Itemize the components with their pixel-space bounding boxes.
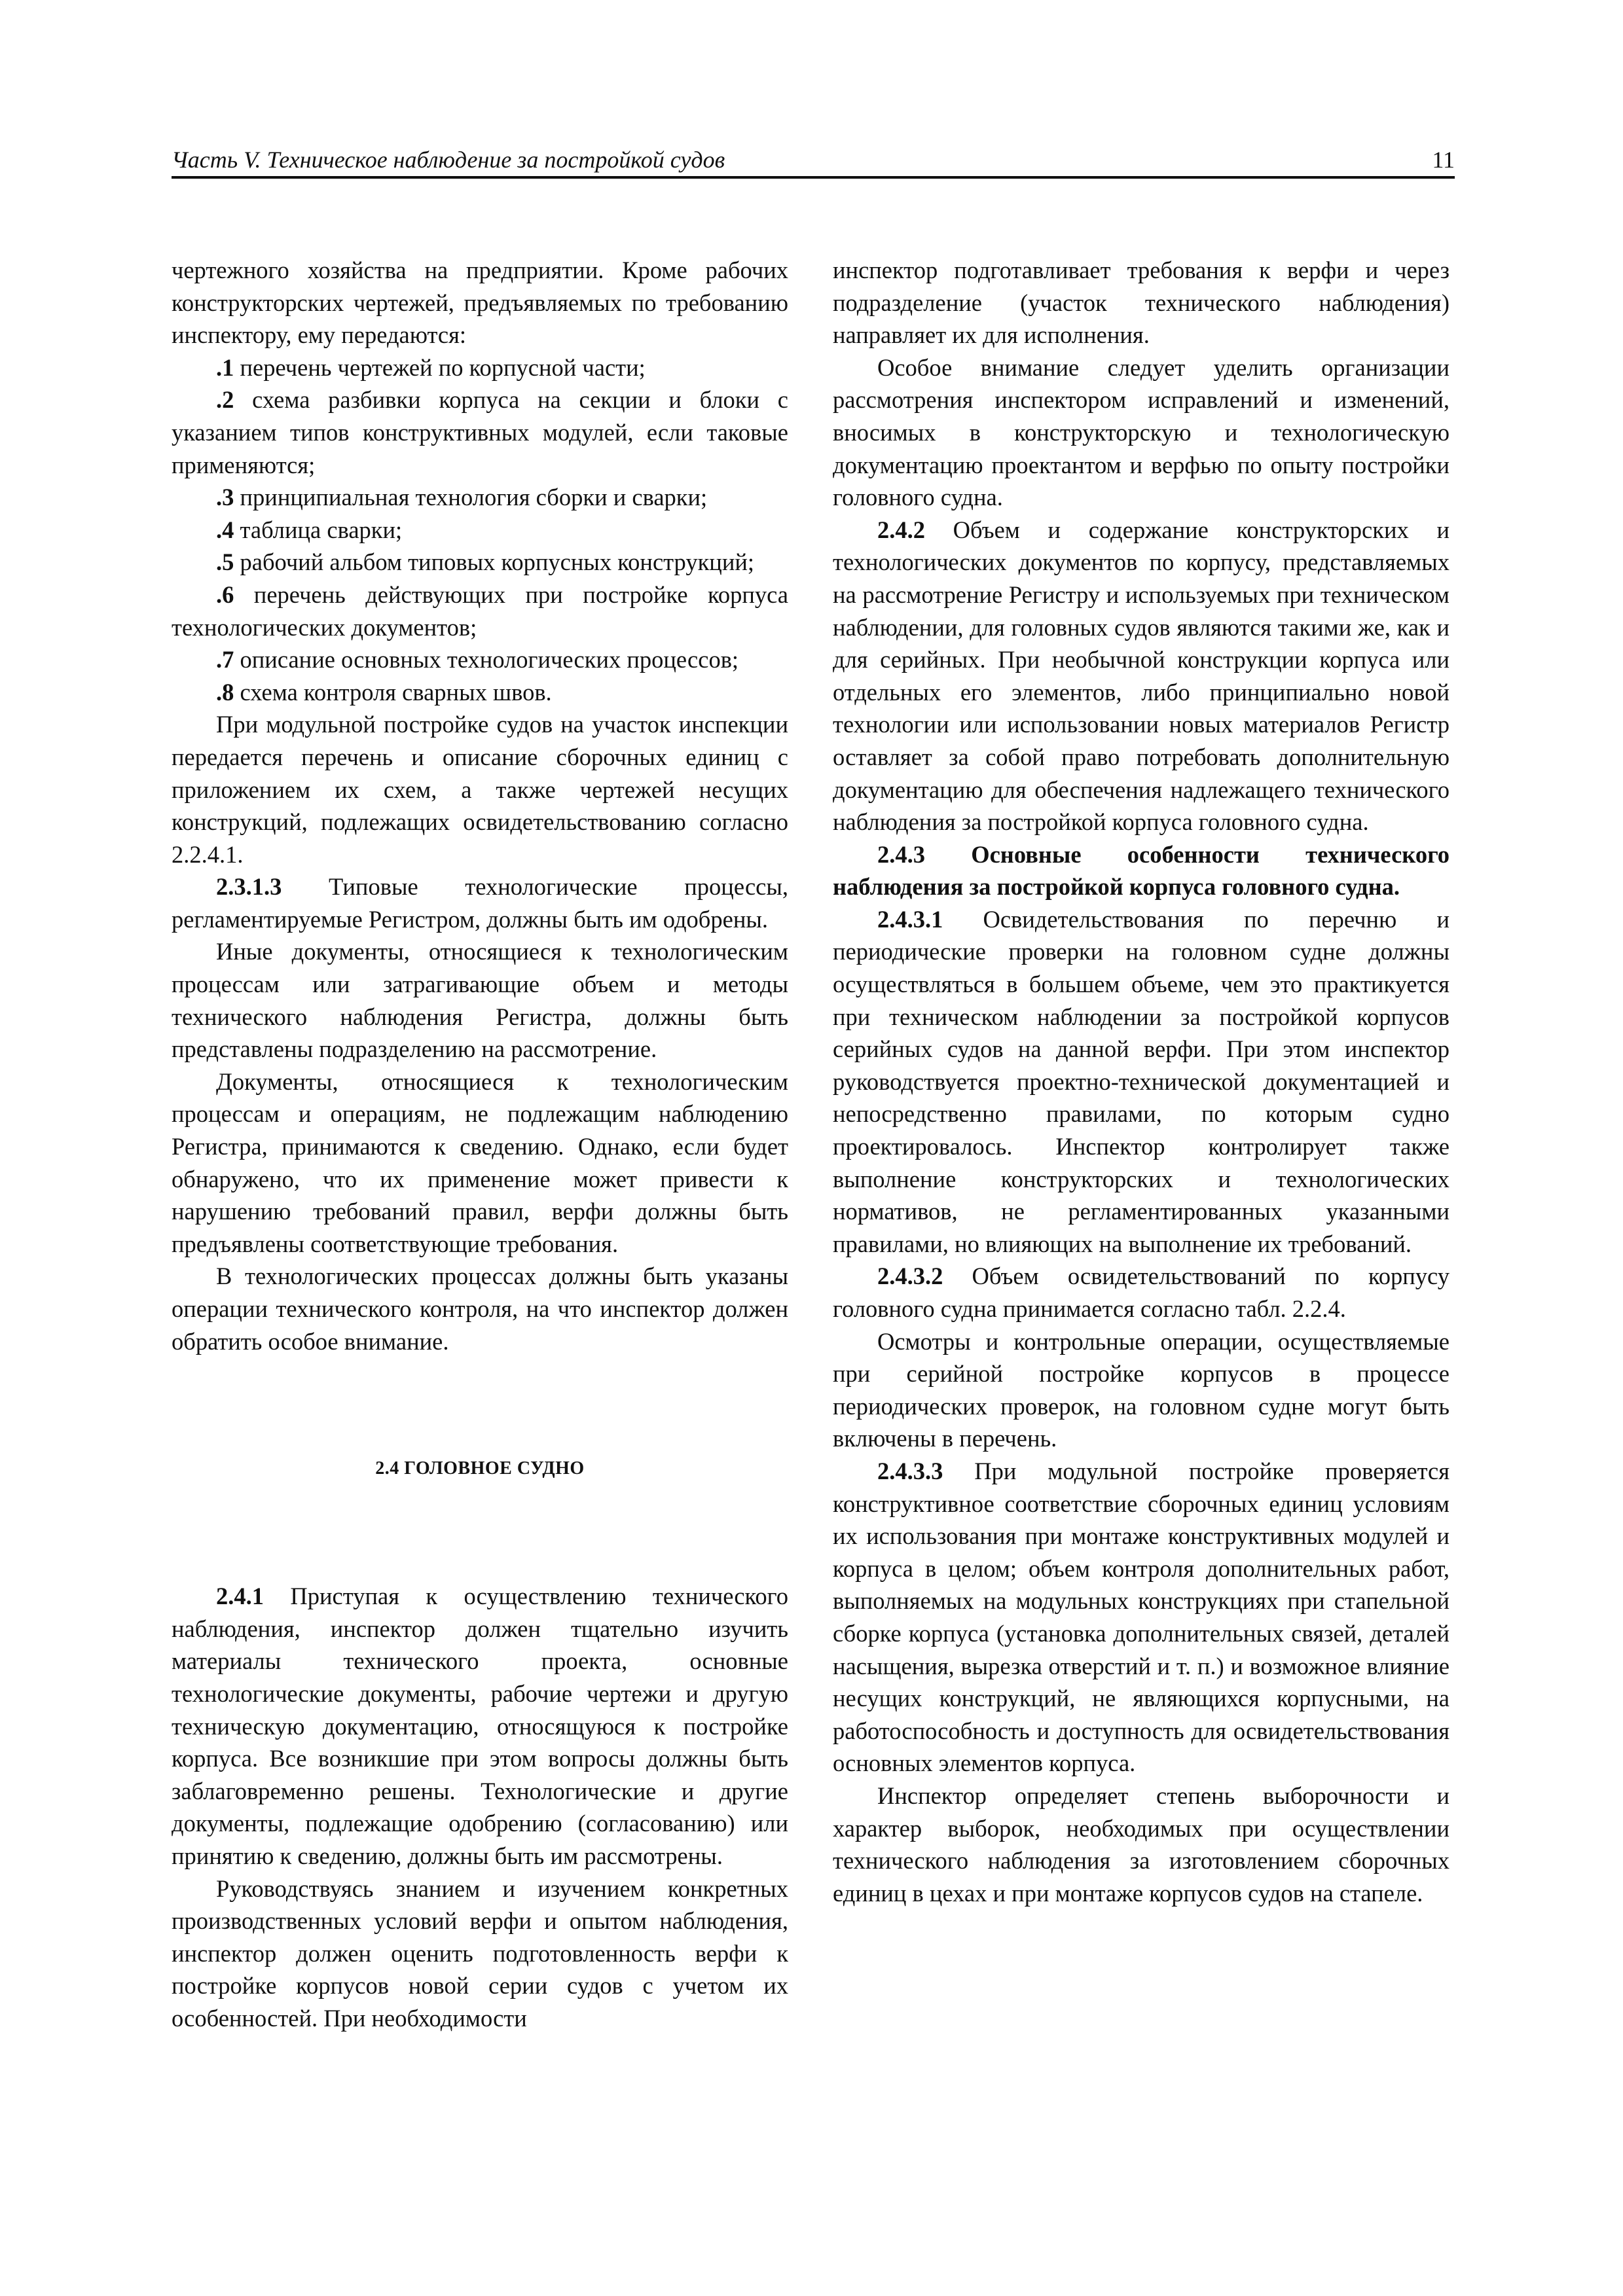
paragraph: чертежного хозяйства на предприятии. Кроме рабочих конструкторских чертежей, предъявляемых по требованию инспектору, ему передаются:	[172, 257, 788, 349]
paragraph: Руководствуясь знанием и изучением конкретных производственных условий верфи и опытом наблюдения, инспектор должен оценить подготовленность верфи к постройке корпусов новой серии судов с учетом их особенностей. При необходимости	[172, 1874, 788, 2032]
list-item	[172, 643, 788, 676]
subsection-heading: 2.4.3 Основные особенности технического наблюдения за постройкой корпуса головного судна.	[833, 840, 1450, 901]
paragraph	[833, 514, 1450, 838]
list-item	[172, 579, 788, 643]
clause-number: 2.4.3.2	[877, 1263, 943, 1290]
clause-text: Типовые технологические процессы, регламентируемые Регистром, должны быть им одобрены.	[172, 873, 788, 933]
clause-number: 2.3.1.3	[216, 873, 282, 901]
list-number: .5	[216, 548, 234, 576]
header-rule	[172, 176, 1455, 179]
list-item	[172, 351, 788, 384]
paragraph	[172, 870, 788, 935]
running-header-title: Часть V. Техническое наблюдение за постройкой судов	[172, 147, 725, 173]
list-text: описание основных технологических процессов;	[234, 646, 739, 673]
right-column	[833, 254, 1450, 1909]
list-text: перечень действующих при постройке корпуса технологических документов;	[172, 581, 788, 641]
clause-number: 2.4.1	[216, 1583, 264, 1610]
paragraph: В технологических процессах должны быть указаны операции технического контроля, на что инспектор должен обратить особое внимание.	[172, 1263, 788, 1355]
list-number: .2	[216, 386, 234, 414]
clause-text: Приступая к осуществлению технического наблюдения, инспектор должен тщательно изучить материалы технического проекта, основные технологические документы, рабочие чертежи и другую техническую документацию, относящуюся к постройке корпуса. Все возникшие при этом вопросы должны быть заблаговременно решены. Технологические и другие документы, подлежащие одобрению (согласованию) или принятию к сведению, должны быть им рассмотрены.	[172, 1583, 788, 1869]
clause-text: Объем освидетельствований по корпусу головного судна принимается согласно табл. 2.2.4.	[833, 1263, 1450, 1322]
paragraph	[833, 1260, 1450, 1325]
list-text: перечень чертежей по корпусной части;	[234, 353, 646, 381]
left-column	[172, 254, 788, 2035]
list-item	[172, 546, 788, 579]
clause-number: 2.4.3.3	[877, 1457, 943, 1484]
paragraph: Документы, относящиеся к технологическим процессам и операциям, не подлежащим наблюдению Регистра, принимаются к сведению. Однако, если будет обнаружено, что их применение может привести к нарушению требований правил, верфи должны быть предъявлены соответствующие требования.	[172, 1067, 788, 1257]
list-item	[172, 514, 788, 547]
list-text: схема разбивки корпуса на секции и блоки с указанием типов конструктивных модулей, если таковые применяются;	[172, 386, 788, 478]
running-header	[172, 145, 1455, 179]
list-text: таблица сварки;	[234, 516, 403, 543]
clause-text: Освидетельствования по перечню и периодические проверки на головном судне должны осуществляться в большем объеме, чем это практикуется при техническом наблюдении за постройкой корпусов серийных судов на данной верфи. При этом инспектор руководствуется проектно-технической документацией и непосредственно правилами, по которым судно проектировалось. Инспектор контролирует также выполнение конструкторских и технологических нормативов, не регламентированных указанными правилами, но влияющих на выполнение их требований.	[833, 905, 1450, 1257]
list-item	[172, 676, 788, 709]
list-item	[172, 384, 788, 481]
list-number: .3	[216, 484, 234, 511]
list-text: принципиальная технология сборки и сварки;	[234, 484, 708, 511]
paragraph: Инспектор определяет степень выборочности и характер выборок, необходимых при осуществлении технического наблюдения за изготовлением сборочных единиц в цехах и при монтаже корпусов судов на стапеле.	[833, 1782, 1450, 1907]
list-number: .4	[216, 516, 234, 543]
clause-number: 2.4.2	[877, 516, 925, 543]
page-number: 11	[1432, 147, 1455, 173]
paragraph	[833, 1455, 1450, 1780]
paragraph: Иные документы, относящиеся к технологическим процессам или затрагивающие объем и методы технического наблюдения Регистра, должны быть представлены подразделению на рассмотрение.	[172, 938, 788, 1063]
paragraph: инспектор подготавливает требования к верфи и через подразделение (участок технического наблюдения) направляет их для исполнения.	[833, 257, 1450, 349]
clause-text: Объем и содержание конструкторских и технологических документов по корпусу, представляемых на рассмотрение Регистру и используемых при техническом наблюдении, для головных судов являются такими же, как и для серийных. При необычной конструкции корпуса или отдельных его элементов, либо принципиально новой технологии или использовании новых материалов Регистр оставляет за собой право потребовать дополнительную документацию для обеспечения надлежащего технического наблюдения за постройкой корпуса головного судна.	[833, 516, 1450, 836]
list-number: .6	[216, 581, 234, 608]
list-item	[172, 481, 788, 514]
clause-number: 2.4.3.1	[877, 905, 943, 933]
paragraph	[172, 1580, 788, 1872]
paragraph: При модульной постройке судов на участок инспекции передается перечень и описание сборочных единиц с приложением их схем, а также чертежей несущих конструкций, подлежащих освидетельствованию согласно 2.2.4.1.	[172, 711, 788, 868]
list-text: схема контроля сварных швов.	[234, 678, 552, 706]
list-text: рабочий альбом типовых корпусных конструкций;	[234, 548, 755, 576]
paragraph	[833, 903, 1450, 1261]
list-number: .8	[216, 678, 234, 706]
section-heading: 2.4 ГОЛОВНОЕ СУДНО	[375, 1458, 585, 1479]
paragraph: Особое внимание следует уделить организации рассмотрения инспектором исправлений и изменений, вносимых в конструкторскую и технологическую документацию проектантом и верфью по опыту постройки головного судна.	[833, 353, 1450, 511]
clause-text: При модульной постройке проверяется конструктивное соответствие сборочных единиц условиям их использования при монтаже конструктивных модулей и корпуса в целом; объем контроля дополнительных работ, выполняемых на модульных конструкциях при стапельной сборке корпуса (установка дополнительных связей, деталей насыщения, вырезка отверстий и т. п.) и возможное влияние несущих конструкций, не являющихся корпусными, на работоспособность и доступность для освидетельствования основных элементов корпуса.	[833, 1457, 1450, 1777]
paragraph: Осмотры и контрольные операции, осуществляемые при серийной постройке корпусов в процессе периодических проверок, на головном судне могут быть включены в перечень.	[833, 1327, 1450, 1452]
list-number: .7	[216, 646, 234, 673]
list-number: .1	[216, 353, 234, 381]
